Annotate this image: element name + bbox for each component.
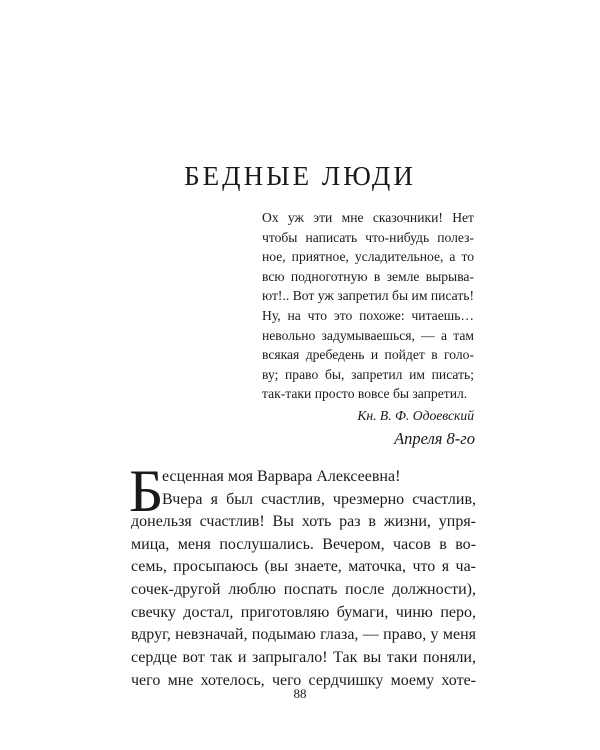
epigraph-line: Ну, на что это похоже: читаешь…	[262, 307, 474, 323]
epigraph-line: чтобы написать что-нибудь полез-	[262, 229, 474, 245]
body-line: Вчера я был счастлив, чрезмерно счастлив,	[162, 491, 476, 508]
drop-cap: Б	[129, 458, 164, 524]
epigraph-line: всякая дребедень и пойдет в голо-	[262, 347, 474, 363]
body-line: донельзя счастлив! Вы хоть раз в жизни, упря-	[131, 513, 476, 530]
epigraph-line: невольно задумываешься, — а там	[262, 327, 474, 343]
epigraph-line: ву; право бы, запретил им писать;	[262, 366, 474, 382]
body-line: сердце вот так и запрыгало! Так вы таки поняли,	[131, 649, 476, 667]
page-number: 88	[293, 686, 307, 701]
body-line: мица, меня послушались. Вечером, часов в во-	[131, 535, 476, 553]
epigraph-line: Ох уж эти мне сказочники! Нет	[262, 210, 474, 225]
epigraph	[262, 208, 474, 426]
letter-date: Апреля 8-го	[394, 429, 475, 448]
epigraph-attribution: Кн. В. Ф. Одоевский	[357, 407, 474, 423]
chapter-title: БЕДНЫЕ ЛЮДИ	[184, 161, 416, 192]
body-line: чего мне хотелось, чего сердчишку моему хоте-	[131, 671, 476, 689]
epigraph-line: всю подноготную в земле вырыва-	[262, 268, 474, 284]
epigraph-line: так-таки просто вовсе бы запретил.	[262, 386, 468, 402]
body-line: свечку достал, приготовляю бумаги, чиню перо,	[131, 603, 476, 621]
salutation: есценная моя Варвара Алексеевна!	[162, 468, 401, 485]
body-line: сочек-другой люблю поспать после должности),	[131, 581, 476, 599]
body-line: вдруг, невзначай, подымаю глаза, — право, у меня	[131, 626, 476, 644]
epigraph-line: ют!.. Вот уж запретил бы им писать!	[262, 288, 474, 304]
body-line: семь, просыпаюсь (вы знаете, маточка, что я ча-	[131, 558, 476, 576]
letter-body	[129, 458, 476, 693]
epigraph-line: ное, приятное, усладительное, а то	[262, 249, 474, 265]
